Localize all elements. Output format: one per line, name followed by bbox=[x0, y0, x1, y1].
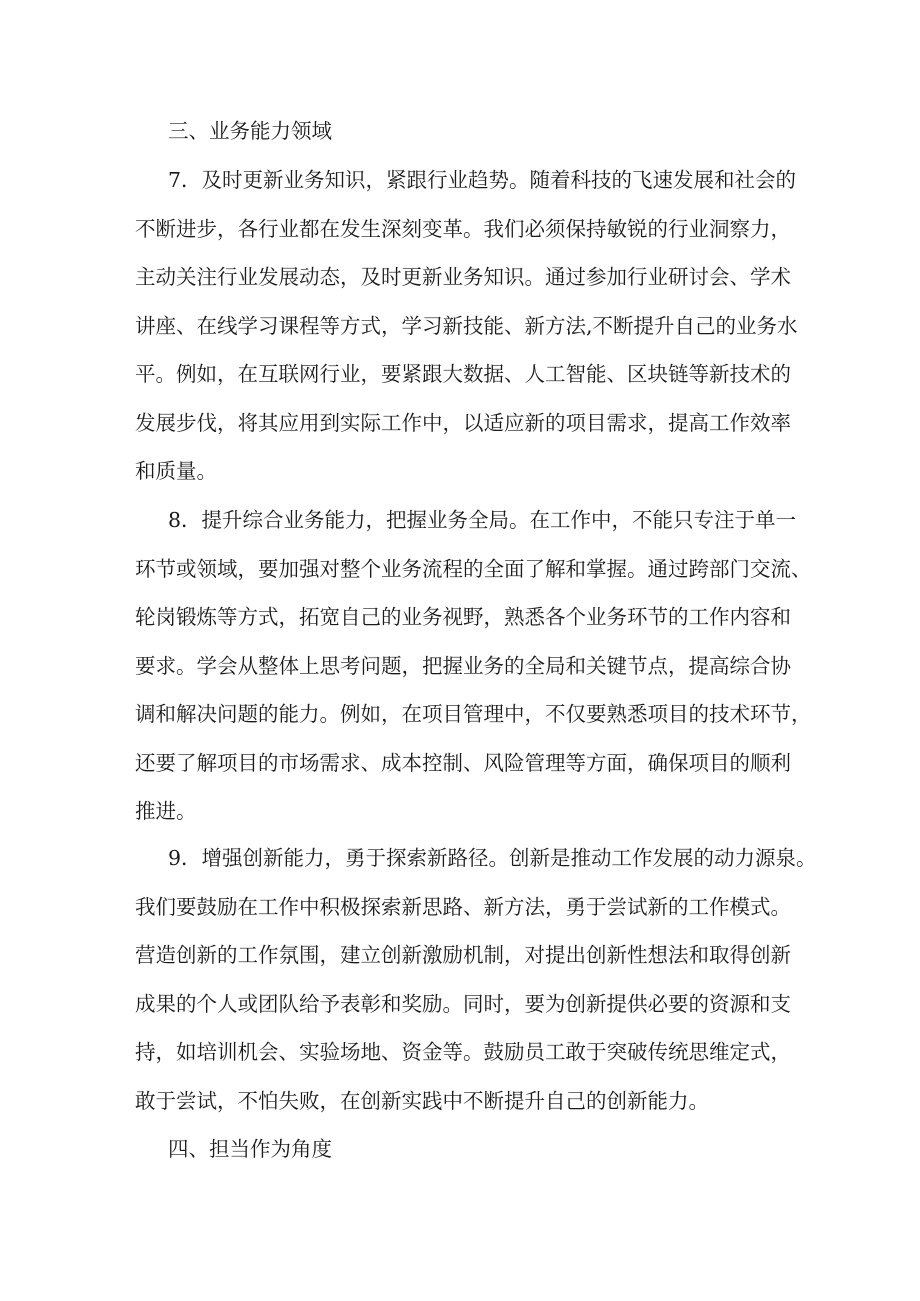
paragraph-line: 7．及时更新业务知识，紧跟行业趋势。随着科技的飞速发展和社会的 bbox=[168, 168, 797, 192]
paragraph-line: 持，如培训机会、实验场地、资金等。鼓励员工敢于突破传统思维定式， bbox=[135, 1040, 791, 1064]
paragraph-item-8 bbox=[135, 496, 812, 836]
paragraph-line: 环节或领域，要加强对整个业务流程的全面了解和掌握。通过跨部门交流、 bbox=[135, 556, 812, 581]
paragraph-line: 轮岗锻炼等方式，拓宽自己的业务视野，熟悉各个业务环节的工作内容和 bbox=[135, 605, 791, 629]
paragraph-line: 营造创新的工作氛围，建立创新激励机制，对提出创新性想法和取得创新 bbox=[135, 943, 791, 967]
paragraph-line: 8．提升综合业务能力，把握业务全局。在工作中，不能只专注于单一 bbox=[168, 508, 797, 532]
paragraph-line: 发展步伐，将其应用到实际工作中，以适应新的项目需求，提高工作效率 bbox=[135, 410, 791, 435]
paragraph-item-7 bbox=[135, 156, 798, 496]
paragraph-line: 9．增强创新能力，勇于探索新路径。创新是推动工作发展的动力源泉。 bbox=[168, 846, 817, 870]
paragraph-line: 我们要鼓励在工作中积极探索新思路、新方法，勇于尝试新的工作模式。 bbox=[135, 894, 791, 919]
paragraph-line: 平。例如，在互联网行业，要紧跟大数据、人工智能、区块链等新技术的 bbox=[135, 362, 791, 386]
paragraph-line: 成果的个人或团队给予表彰和奖励。同时，要为创新提供必要的资源和支 bbox=[135, 991, 791, 1016]
paragraph-line: 推进。 bbox=[135, 799, 197, 823]
section-heading-4: 四、担当作为角度 bbox=[168, 1137, 332, 1161]
paragraph-line: 要求。学会从整体上思考问题，把握业务的全局和关键节点，提高综合协 bbox=[135, 653, 791, 678]
paragraph-line: 主动关注行业发展动态，及时更新业务知识。通过参加行业研讨会、学术 bbox=[135, 265, 791, 289]
paragraph-line: 敢于尝试，不怕失败，在创新实践中不断提升自己的创新能力。 bbox=[135, 1088, 709, 1113]
section-heading-3: 三、业务能力领域 bbox=[168, 119, 332, 143]
paragraph-item-9 bbox=[135, 834, 817, 1125]
paragraph-line: 不断进步，各行业都在发生深刻变革。我们必须保持敏锐的行业洞察力， bbox=[135, 216, 791, 241]
paragraph-line: 还要了解项目的市场需求、成本控制、风险管理等方面，确保项目的顺利 bbox=[135, 750, 791, 775]
paragraph-line: 讲座、在线学习课程等方式，学习新技能、新方法,不断提升自己的业务水 bbox=[135, 313, 798, 338]
paragraph-line: 调和解决问题的能力。例如，在项目管理中，不仅要熟悉项目的技术环节， bbox=[135, 702, 812, 726]
paragraph-line: 和质量。 bbox=[135, 459, 217, 483]
